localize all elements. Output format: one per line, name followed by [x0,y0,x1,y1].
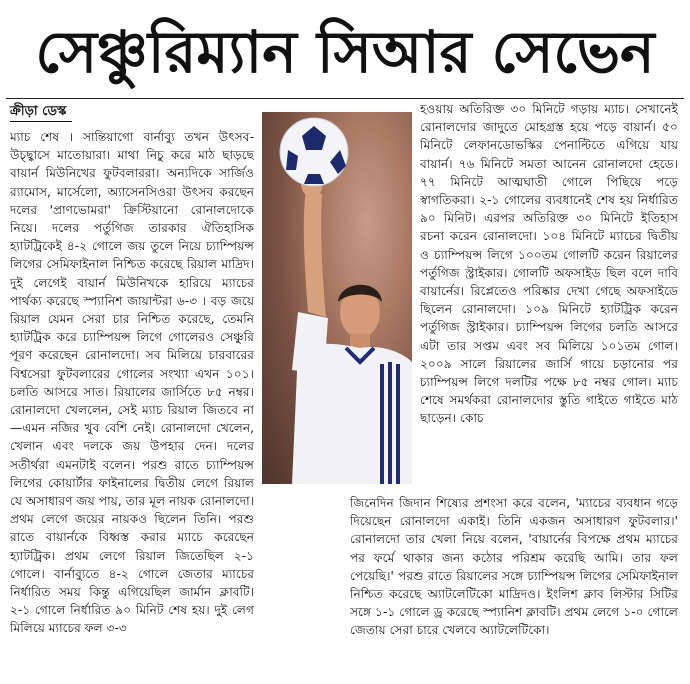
football-player-photo [262,112,412,484]
byline: ক্রীড়া ডেস্ক [10,104,67,119]
headline: সেঞ্চুরিম্যান সিআর সেভেন [35,18,655,86]
article-text-right-bottom: জিনেদিন জিদান শিষ্যের প্রশংসা করে বলেন, 'ম্যাচের ব্যবধান গড়ে দিয়েছেন রোনালদো একাই। তিনি একজন অসাধারণ ফুটবলার।' রোনালদো তার খেলা নিয়ে বলেন, 'বায়ার্নের বিপক্ষে প্রথম ম্যাচের পর ফর্মে থাকার জন্য কঠোর পরিশ্রম করেছি আমি। তার ফল পেয়েছি।' পরশু রাতে রিয়ালের সঙ্গে চ্যাম্পিয়ন্স লিগের সেমিফাইনাল নিশ্চিত করেছে অ্যাটলেটিকো মাদ্রিদও। ইংলিশ ক্লাব লিস্টার সিটির সঙ্গে ১-১ গোলে ড্র করেছে স্প্যানিশ ক্লাবটি। প্রথম লেগে ১-০ গোলে জেতায় সেরা চারে খেলবে অ্যাটলেটিকো। [350,496,678,638]
player-illustration-icon [262,112,412,484]
headline-rule [6,98,684,99]
article-right-column-bottom [350,494,678,678]
article-text-left: ম্যাচ শেষ । সান্তিয়াগো বার্নাব্যু তখন উৎসব-উচ্ছ্বাসে মাতোয়ারা। মাথা নিচু করে মাঠ ছাড়ছে বায়ার্ন মিউনিখের ফুটবলাররা। অন্যদিকে সার্জিও র‍্যামোস, মার্সেলো, অ্যাসেনসিওরা উৎসব করছেন দলের 'প্রাণভোমরা' ক্রিস্টিয়ানো রোনালদোকে নিয়ে। দলের পর্তুগিজ তারকার ঐতিহাসিক হ্যাটট্রিকেই ৪-২ গোলে জয় তুলে নিয়ে চ্যাম্পিয়ন্স লিগের সেমিফাইনাল নিশ্চিত করেছে রিয়াল মাদ্রিদ। দুই লেগেই বায়ার্ন মিউনিখকে হারিয়ে ম্যাচের পার্থক্য করেছে স্প্যানিশ জায়ান্টরা ৬-৩ । বড় জয়ে রিয়াল যেমন সেরা চার নিশ্চিত করেছে, তেমনি হ্যাটট্রিক করে চ্যাম্পিয়ন্স লিগে গোলেরও সেঞ্চুরি পূরণ করেছেন রোনালদো। সব মিলিয়ে চারবারের বিশ্বসেরা ফুটবলারের গোলের সংখ্যা এখন ১০১। চলতি আসরে সাত। রিয়ালের জার্সিতে ৮৫ নম্বর। রোনালদো খেললেন, সেই ম্যাচ রিয়াল জিতবে না—এমন নজির খুব বেশি নেই। রোনালদো খেলেন, খেলান এবং দলকে জয় উপহার দেন। দলের সতীর্থরা এমনটাই বলেন। পরশু রাতে চ্যাম্পিয়ন্স লিগের কোয়ার্টার ফাইনালের দ্বিতীয় লেগে রিয়াল যে অসাধারণ জয় পায়, তার মূল নায়ক রোনালদো। প্রথম লেগে জয়ের নায়কও ছিলেন তিনি। পরশু রাতে বায়ার্নকে বিধ্বস্ত করার ম্যাচে করেছেন হ্যাটট্রিক। প্রথম লেগে রিয়াল জিতেছিল ২-১ গোলে। বার্নাব্যুতে ৪-২ গোলে জেতার ম্যাচের নির্ধারিত সময় কিন্তু এগিয়েছিল জার্মান ক্লাবটি। ২-১ গোলে নির্ধারিত ৯০ মিনিট শেষ হয়। দুই লেগ মিলিয়ে ম্যাচের ফল ৩-৩ [10,130,254,636]
article-left-column [10,128,254,676]
article-right-column-top [420,100,678,492]
article-text-right-top: হওয়ায় অতিরিক্ত ৩০ মিনিটে গড়ায় ম্যাচ। সেখানেই রোনালদোর জাদুতে মোহগ্রস্ত হয়ে পড়ে বায়ার্ন। ৫০ মিনিটে লেফানডোভস্কির পেনাল্টিতে এগিয়ে যায় বায়ার্ন। ৭৬ মিনিটে সমতা আনেন রোনালদো হেডে। ৭৭ মিনিটে আত্মঘাতী গোলে পিছিয়ে পড়ে স্বাগতিকরা। ২-১ গোলের ব্যবধানেই শেষ হয় নির্ধারিত ৯০ মিনিট। এরপর অতিরিক্ত ৩০ মিনিটে ইতিহাস রচনা করেন রোনালদো। ১০৪ মিনিটে ম্যাচের দ্বিতীয় ও চ্যাম্পিয়ন্স লিগে ১০০তম গোলটি করেন রিয়ালের পর্তুগিজ স্ট্রাইকার। গোলটি অফসাইড ছিল বলে দাবি বায়ার্নের। রিপ্লেতেও পরিষ্কার দেখা গেছে অফসাইডে ছিলেন রোনালদো। ১০৯ মিনিটে হ্যাটট্রিক করেন পর্তুগিজ স্ট্রাইকার। চ্যাম্পিয়ন্স লিগের চলতি আসরে এটা তার সপ্তম এবং সব মিলিয়ে ১০১তম গোল। ২০০৯ সালে রিয়ালের জার্সি গায়ে চড়ানোর পর চ্যাম্পিয়ন্স লিগে দলটির পক্ষে ৮৫ নম্বর গোল। ম্যাচ শেষে সমর্থকরা রোনালদোর স্তুতি গাইতে গাইতে মাঠ ছাড়েন। কোচ [420,102,678,426]
byline-underline [10,121,72,122]
